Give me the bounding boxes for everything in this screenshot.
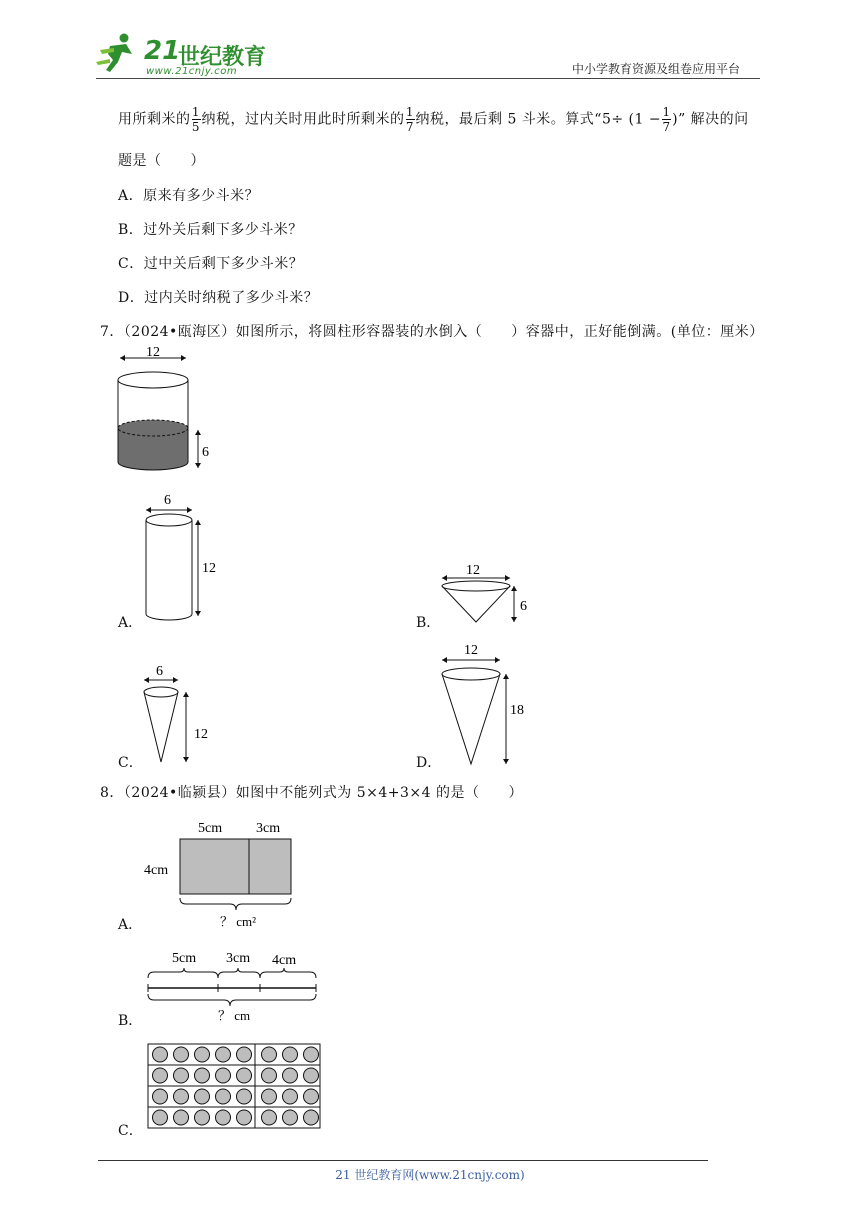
q7-option-c-label[interactable]: C． — [118, 755, 143, 771]
q6-option-d[interactable]: D．过内关时纳税了多少斗米？ — [118, 290, 319, 306]
dot — [262, 1110, 277, 1125]
dot — [195, 1110, 210, 1125]
dot — [262, 1068, 277, 1083]
q7-option-a-figure[interactable] — [140, 484, 230, 624]
water-height-label: 6 — [202, 445, 209, 460]
dot — [153, 1089, 168, 1104]
option-a-width2-label: 3cm — [256, 821, 281, 836]
q6-option-b[interactable]: B．过外关后剩下多少斗米？ — [118, 222, 303, 238]
q8-option-c-label[interactable]: C． — [118, 1123, 143, 1139]
dot — [216, 1089, 231, 1104]
dot — [304, 1110, 319, 1125]
dot — [174, 1089, 189, 1104]
footer-text[interactable]: 21 世纪教育网(www.21cnjy.com) — [335, 1168, 525, 1182]
q7-option-d-label[interactable]: D． — [416, 755, 442, 771]
dot — [283, 1047, 298, 1062]
q6-option-a[interactable]: A．原来有多少斗米？ — [118, 188, 260, 204]
q8-option-b-figure[interactable] — [140, 944, 330, 1024]
q7-option-b-figure[interactable] — [436, 556, 536, 628]
option-d-height-label: 18 — [510, 703, 524, 718]
option-a-question-label: ？ cm² — [220, 914, 257, 929]
fraction-1-5: $\frac{1}{5}$ — [191, 105, 201, 134]
dot — [262, 1089, 277, 1104]
q6-line1: 用所剩米的 $\frac{1}{5}$ 纳税，过内关时用此时所剩米的 $\frac{1}{7}$ 纳税，最后剩 5 斗米。算式“5÷ (1 − $\frac{1}{7}$ )” 解决的问 — [118, 105, 749, 134]
option-d-diameter-label: 12 — [464, 643, 478, 658]
q8-option-a-label[interactable]: A． — [118, 917, 143, 933]
q8-option-c-figure[interactable] — [146, 1042, 332, 1134]
dot — [283, 1089, 298, 1104]
option-b-diameter-label: 12 — [466, 563, 480, 578]
dot — [216, 1068, 231, 1083]
dot — [174, 1110, 189, 1125]
q7-main-cylinder-figure — [112, 346, 222, 476]
dot — [262, 1047, 277, 1062]
dot — [237, 1068, 252, 1083]
q6-option-c[interactable]: C．过中关后剩下多少斗米？ — [118, 256, 304, 272]
dot — [195, 1068, 210, 1083]
option-a-height-label: 12 — [202, 561, 216, 576]
dot — [304, 1089, 319, 1104]
dot — [174, 1068, 189, 1083]
fraction-1-7-b: $\frac{1}{7}$ — [662, 105, 671, 134]
q6-line2: 题是（ ） — [118, 153, 205, 169]
dot — [237, 1110, 252, 1125]
option-b-seg1-label: 5cm — [172, 951, 197, 966]
logo-number: 21 — [144, 36, 181, 66]
q7-stem: 7．（2024•瓯海区）如图所示，将圆柱形容器装的水倒入（ ）容器中，正好能倒满。(单位：厘米） — [100, 324, 764, 340]
dot — [304, 1068, 319, 1083]
dot — [153, 1068, 168, 1083]
dot — [153, 1110, 168, 1125]
option-a-diameter-label: 6 — [164, 493, 171, 508]
option-c-height-label: 12 — [194, 727, 208, 742]
option-b-seg3-label: 4cm — [272, 953, 297, 968]
dot — [237, 1047, 252, 1062]
option-a-height-label: 4cm — [144, 863, 169, 878]
dot — [283, 1068, 298, 1083]
area-rectangle — [180, 839, 291, 894]
logo-runner-icon — [96, 32, 142, 74]
q8-stem: 8．（2024•临颍县）如图中不能列式为 5×4+3×4 的是（ ） — [100, 785, 524, 801]
fraction-1-7: $\frac{1}{7}$ — [405, 105, 415, 134]
diameter-label: 12 — [146, 346, 160, 360]
footer-divider — [98, 1160, 708, 1161]
brace — [180, 898, 291, 910]
option-a-width1-label: 5cm — [198, 821, 223, 836]
q8-option-a-figure[interactable] — [140, 812, 320, 930]
water-body — [118, 380, 188, 470]
logo-url: www.21cnjy.com — [146, 66, 238, 77]
q7-option-b-label[interactable]: B． — [416, 615, 441, 631]
q7-option-a-label[interactable]: A． — [118, 615, 143, 631]
option-c-diameter-label: 6 — [156, 664, 163, 679]
dot — [304, 1047, 319, 1062]
header-divider — [96, 78, 760, 79]
option-b-question-label: ？ cm — [218, 1008, 251, 1023]
dot — [237, 1089, 252, 1104]
logo-text: 世纪教育 — [178, 45, 267, 70]
option-b-height-label: 6 — [520, 599, 527, 614]
q8-option-b-label[interactable]: B． — [118, 1013, 143, 1029]
dot — [174, 1047, 189, 1062]
dot — [153, 1047, 168, 1062]
dot — [216, 1110, 231, 1125]
header-tagline: 中小学教育资源及组卷应用平台 — [572, 62, 741, 76]
dot — [283, 1110, 298, 1125]
dot — [195, 1089, 210, 1104]
cylinder-top — [118, 372, 188, 388]
option-b-seg2-label: 3cm — [226, 951, 251, 966]
header — [92, 30, 772, 80]
q7-option-d-figure[interactable] — [436, 640, 536, 768]
dot — [195, 1047, 210, 1062]
dot — [216, 1047, 231, 1062]
q7-option-c-figure[interactable] — [140, 660, 220, 766]
